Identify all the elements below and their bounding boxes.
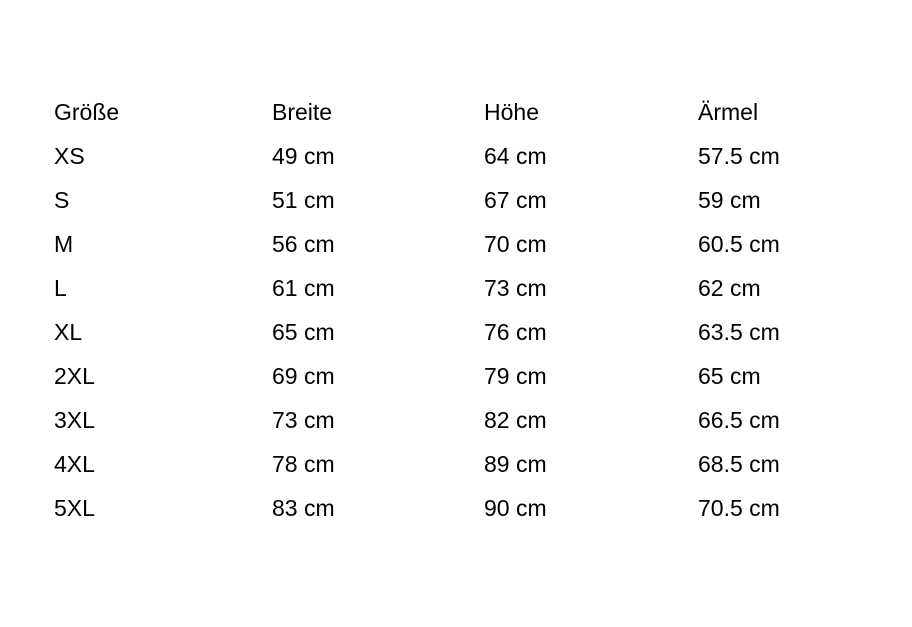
cell-sleeve: 68.5 cm xyxy=(698,451,780,477)
table-row xyxy=(54,398,898,442)
cell-width: 61 cm xyxy=(272,275,335,301)
column-header-size: Größe xyxy=(54,99,120,125)
cell-width: 49 cm xyxy=(272,143,335,169)
cell-height: 64 cm xyxy=(484,143,547,169)
cell-sleeve: 70.5 cm xyxy=(698,495,780,521)
cell-sleeve: 66.5 cm xyxy=(698,407,780,433)
cell-size: 2XL xyxy=(54,363,95,389)
cell-sleeve: 60.5 cm xyxy=(698,231,780,257)
cell-size: XS xyxy=(54,143,85,169)
cell-size: 4XL xyxy=(54,451,95,477)
column-header-height: Höhe xyxy=(484,99,539,125)
cell-height: 70 cm xyxy=(484,231,547,257)
cell-width: 56 cm xyxy=(272,231,335,257)
table-row xyxy=(54,486,898,530)
table-header-row xyxy=(54,90,898,134)
cell-height: 90 cm xyxy=(484,495,547,521)
cell-height: 73 cm xyxy=(484,275,547,301)
cell-width: 78 cm xyxy=(272,451,335,477)
table-row xyxy=(54,134,898,178)
table-body xyxy=(54,134,898,530)
table-row xyxy=(54,354,898,398)
cell-size: L xyxy=(54,275,67,301)
table-row xyxy=(54,222,898,266)
cell-sleeve: 62 cm xyxy=(698,275,761,301)
cell-height: 76 cm xyxy=(484,319,547,345)
cell-size: XL xyxy=(54,319,83,345)
cell-sleeve: 65 cm xyxy=(698,363,761,389)
cell-size: 5XL xyxy=(54,495,95,521)
column-header-sleeve: Ärmel xyxy=(698,99,759,125)
cell-height: 82 cm xyxy=(484,407,547,433)
cell-height: 67 cm xyxy=(484,187,547,213)
cell-width: 51 cm xyxy=(272,187,335,213)
size-chart-table xyxy=(54,90,898,530)
cell-width: 73 cm xyxy=(272,407,335,433)
cell-width: 83 cm xyxy=(272,495,335,521)
cell-height: 79 cm xyxy=(484,363,547,389)
cell-sleeve: 63.5 cm xyxy=(698,319,780,345)
cell-height: 89 cm xyxy=(484,451,547,477)
cell-size: 3XL xyxy=(54,407,95,433)
cell-sleeve: 59 cm xyxy=(698,187,761,213)
cell-size: S xyxy=(54,187,70,213)
table-row xyxy=(54,178,898,222)
table-row xyxy=(54,310,898,354)
cell-size: M xyxy=(54,231,74,257)
column-header-width: Breite xyxy=(272,99,333,125)
cell-width: 65 cm xyxy=(272,319,335,345)
cell-sleeve: 57.5 cm xyxy=(698,143,780,169)
table-row xyxy=(54,266,898,310)
table-header xyxy=(54,90,898,134)
cell-width: 69 cm xyxy=(272,363,335,389)
table-row xyxy=(54,442,898,486)
